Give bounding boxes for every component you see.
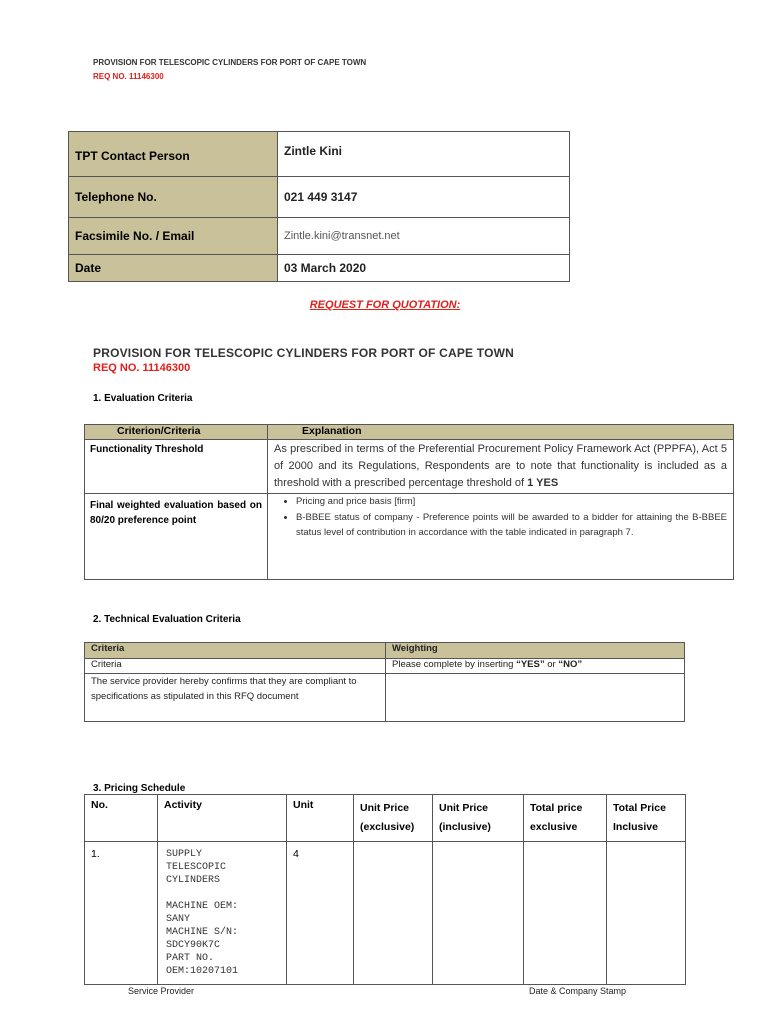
contact-label: TPT Contact Person (69, 132, 278, 177)
evaluation-row-label: Final weighted evaluation based on 80/20 preference point (85, 494, 268, 580)
pricing-row-number: 1. (85, 842, 158, 985)
technical-col-criteria: Criteria (85, 643, 386, 659)
date-company-stamp-label: Date & Company Stamp (529, 986, 627, 996)
activity-line: CYLINDERS (166, 875, 221, 886)
pricing-col: Unit Price (exclusive) (354, 795, 433, 842)
contact-value: 03 March 2020 (278, 255, 570, 282)
pricing-row-activity (158, 842, 287, 985)
activity-line: TELESCOPIC (166, 862, 227, 873)
evaluation-list-item: • Pricing and price basis [firm] (296, 494, 727, 510)
technical-instruction: Please complete by inserting (392, 659, 517, 670)
technical-cell: Criteria (85, 659, 386, 674)
pricing-input-unit-price-excl[interactable] (354, 842, 433, 985)
pricing-col: Total Price Inclusive (607, 795, 686, 842)
technical-table (84, 642, 685, 722)
evaluation-row-label: Functionality Threshold (85, 440, 268, 494)
activity-line: PART NO. (166, 953, 215, 964)
request-number: REQ NO. 11146300 (93, 362, 191, 374)
service-provider-label: Service Provider (128, 986, 195, 996)
evaluation-threshold: 1 YES (527, 477, 559, 489)
evaluation-col-explanation: Explanation (268, 425, 734, 440)
activity-line: SDCY90K7C (166, 940, 221, 951)
technical-cell (386, 659, 685, 674)
document-title: PROVISION FOR TELESCOPIC CYLINDERS FOR PORT OF CAPE TOWN (93, 346, 515, 360)
pricing-col: Total price exclusive (524, 795, 607, 842)
evaluation-row-text (268, 440, 734, 494)
contact-label: Date (69, 255, 278, 282)
contact-table (68, 131, 570, 282)
evaluation-row-list (268, 494, 734, 580)
contact-label: Telephone No. (69, 177, 278, 218)
contact-value: 021 449 3147 (278, 177, 570, 218)
activity-line (166, 887, 278, 900)
pricing-col: No. (85, 795, 158, 842)
section-heading-evaluation: 1. Evaluation Criteria (93, 393, 193, 404)
page-header-req: REQ NO. 11146300 (93, 72, 164, 81)
technical-cell: The service provider hereby confirms that they are compliant to specifications as stipulated in this RFQ document (85, 674, 386, 722)
signature-line-right (514, 984, 656, 985)
pricing-input-total-incl[interactable] (607, 842, 686, 985)
evaluation-col-criterion: Criterion/Criteria (85, 425, 268, 440)
evaluation-table (84, 424, 734, 580)
contact-value: Zintle Kini (278, 132, 570, 177)
pricing-col: Unit Price (inclusive) (433, 795, 524, 842)
activity-line: SANY (166, 914, 191, 925)
technical-no: “NO” (558, 659, 583, 670)
signature-line-left (118, 984, 226, 985)
contact-value: Zintle.kini@transnet.net (278, 218, 570, 255)
activity-line: OEM:10207101 (166, 966, 239, 977)
section-heading-technical: 2. Technical Evaluation Criteria (93, 614, 241, 625)
technical-yes: “YES” (516, 659, 545, 670)
pricing-table (84, 794, 686, 985)
pricing-input-unit-price-incl[interactable] (433, 842, 524, 985)
evaluation-list-item: • B-BBEE status of company - Preference points will be awarded to a bidder for attaining the B-BBEE status level of contribution in accordance with the table indicated in paragraph 7. (296, 510, 727, 541)
technical-col-weighting: Weighting (386, 643, 685, 659)
page-header-title: PROVISION FOR TELESCOPIC CYLINDERS FOR PORT OF CAPE TOWN (93, 58, 367, 67)
evaluation-explanation: As prescribed in terms of the Preferential Procurement Policy Framework Act (PPPFA), Act 5 of 2000 and its Regulations, Respondents are to note that functionality is included as a threshold with a prescribed percentage threshold of (274, 443, 727, 489)
section-heading-pricing: 3. Pricing Schedule (93, 783, 186, 794)
pricing-row-unit: 4 (287, 842, 354, 985)
contact-label: Facsimile No. / Email (69, 218, 278, 255)
pricing-col: Unit (287, 795, 354, 842)
activity-line: SUPPLY (166, 849, 203, 860)
activity-line: MACHINE S/N: (166, 927, 239, 938)
technical-input-cell[interactable] (386, 674, 685, 722)
rfq-heading: REQUEST FOR QUOTATION: (309, 299, 461, 311)
technical-or: or (544, 659, 559, 670)
pricing-input-total-excl[interactable] (524, 842, 607, 985)
activity-line: MACHINE OEM: (166, 901, 239, 912)
pricing-col: Activity (158, 795, 287, 842)
